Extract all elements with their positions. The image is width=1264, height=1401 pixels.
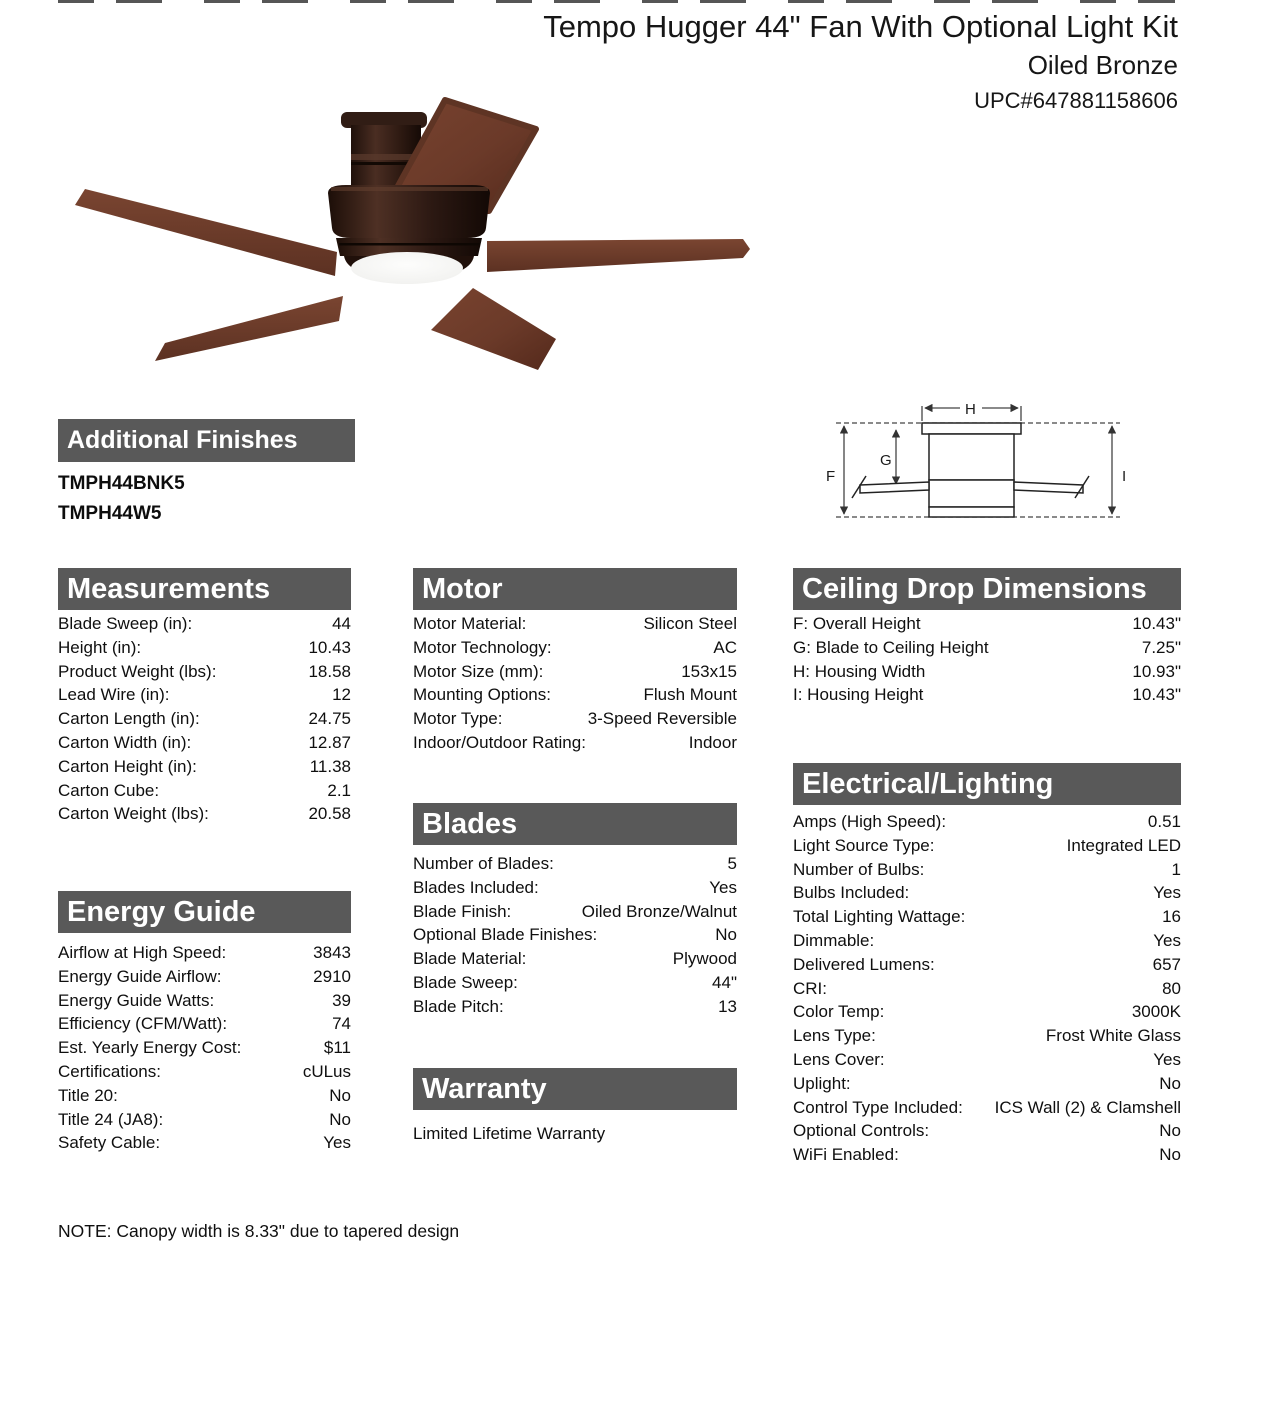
spec-row bbox=[58, 965, 351, 989]
note-text: NOTE: Canopy width is 8.33" due to tapered design bbox=[58, 1221, 460, 1241]
spec-row bbox=[58, 989, 351, 1013]
spec-value: Yes bbox=[709, 877, 737, 897]
spec-row bbox=[413, 900, 737, 924]
spec-row bbox=[793, 612, 1181, 636]
finish-item: TMPH44W5 bbox=[58, 503, 162, 524]
spec-label: Motor Type: bbox=[413, 709, 503, 729]
spec-row bbox=[58, 636, 351, 660]
spec-value: No bbox=[329, 1109, 351, 1129]
spec-value: 10.43 bbox=[308, 637, 351, 657]
spec-label: Delivered Lumens: bbox=[793, 954, 935, 974]
spec-label: Carton Height (in): bbox=[58, 756, 197, 776]
spec-row bbox=[413, 876, 737, 900]
spec-value: Yes bbox=[323, 1133, 351, 1153]
spec-label: Mounting Options: bbox=[413, 685, 551, 705]
section-blades bbox=[413, 803, 737, 1019]
spec-value: ICS Wall (2) & Clamshell bbox=[994, 1097, 1181, 1117]
spec-label: Blade Pitch: bbox=[413, 996, 504, 1016]
spec-value: Plywood bbox=[672, 949, 737, 969]
spec-row bbox=[58, 731, 351, 755]
dimension-label-f: F bbox=[826, 468, 836, 485]
product-title: Tempo Hugger 44" Fan With Optional Light Kit bbox=[543, 9, 1178, 44]
spec-row bbox=[793, 810, 1181, 834]
spec-row bbox=[58, 1084, 351, 1108]
spec-rows bbox=[413, 612, 737, 755]
finish-items bbox=[58, 469, 355, 529]
spec-row bbox=[793, 1096, 1181, 1120]
spec-label: Number of Blades: bbox=[413, 854, 554, 873]
spec-row bbox=[793, 1119, 1181, 1143]
section-electrical-lighting bbox=[793, 763, 1181, 1167]
ceiling-fan-image bbox=[55, 92, 765, 377]
spec-label: I: Housing Height bbox=[793, 685, 924, 705]
spec-row bbox=[793, 929, 1181, 953]
spec-label: F: Overall Height bbox=[793, 614, 921, 633]
spec-value: Yes bbox=[1153, 1049, 1181, 1069]
product-upc: UPC#647881158606 bbox=[974, 88, 1178, 113]
spec-rows bbox=[413, 1122, 737, 1146]
product-finish: Oiled Bronze bbox=[1027, 50, 1178, 80]
spec-value: No bbox=[1159, 1073, 1181, 1093]
spec-label: Lens Type: bbox=[793, 1026, 876, 1046]
section-warranty bbox=[413, 1068, 737, 1146]
spec-value: 1 bbox=[1171, 859, 1181, 879]
spec-label: Airflow at High Speed: bbox=[58, 943, 227, 962]
spec-value: 11.38 bbox=[309, 756, 351, 776]
section-header-electrical: Electrical/Lighting bbox=[793, 763, 1181, 805]
spec-rows bbox=[413, 852, 737, 1019]
spec-value: 13 bbox=[718, 996, 737, 1016]
spec-value: Oiled Bronze/Walnut bbox=[581, 901, 737, 921]
spec-value: cULus bbox=[302, 1061, 351, 1081]
spec-label: Title 24 (JA8): bbox=[58, 1109, 164, 1129]
spec-value: 12 bbox=[332, 685, 351, 705]
spec-row bbox=[413, 923, 737, 947]
spec-label: H: Housing Width bbox=[793, 661, 926, 681]
spec-label: Carton Length (in): bbox=[58, 709, 200, 729]
spec-rows bbox=[793, 612, 1181, 707]
spec-label: Blade Finish: bbox=[413, 901, 512, 921]
fan-hub-body bbox=[328, 185, 490, 284]
spec-label: Light Source Type: bbox=[793, 835, 935, 855]
spec-row bbox=[58, 1131, 351, 1155]
spec-value: 16 bbox=[1162, 907, 1181, 927]
spec-label: WiFi Enabled: bbox=[793, 1145, 899, 1165]
spec-value: $11 bbox=[323, 1038, 351, 1058]
spec-row bbox=[793, 683, 1181, 707]
section-header-measurements: Measurements bbox=[58, 568, 351, 610]
spec-rows bbox=[58, 941, 351, 1155]
spec-label: Blade Material: bbox=[413, 949, 527, 969]
dimension-diagram bbox=[822, 392, 1152, 530]
spec-row bbox=[793, 905, 1181, 929]
spec-label: Safety Cable: bbox=[58, 1133, 161, 1153]
spec-label: Energy Guide Airflow: bbox=[58, 966, 222, 986]
spec-value: 24.75 bbox=[308, 709, 351, 729]
spec-row bbox=[793, 881, 1181, 905]
spec-label: Lead Wire (in): bbox=[58, 685, 170, 705]
spec-label: Optional Controls: bbox=[793, 1121, 930, 1141]
spec-value: Yes bbox=[1153, 930, 1181, 950]
spec-row bbox=[793, 1143, 1181, 1167]
section-header-energy-guide: Energy Guide bbox=[58, 891, 351, 933]
spec-value: 44" bbox=[712, 972, 737, 992]
spec-row bbox=[58, 755, 351, 779]
spec-value: 3000K bbox=[1131, 1002, 1181, 1022]
spec-label: Carton Width (in): bbox=[58, 732, 192, 752]
spec-label: Optional Blade Finishes: bbox=[413, 925, 598, 945]
spec-label: Efficiency (CFM/Watt): bbox=[58, 1014, 228, 1034]
spec-label: Product Weight (lbs): bbox=[58, 661, 217, 681]
spec-value: 153x15 bbox=[681, 661, 737, 681]
spec-row bbox=[58, 660, 351, 684]
spec-value: 18.58 bbox=[308, 661, 351, 681]
spec-row bbox=[413, 971, 737, 995]
spec-value: Frost White Glass bbox=[1045, 1026, 1181, 1046]
spec-value: Yes bbox=[1153, 883, 1181, 903]
spec-value: 10.93" bbox=[1132, 661, 1181, 681]
finish-item: TMPH44BNK5 bbox=[58, 473, 185, 494]
spec-row bbox=[793, 1048, 1181, 1072]
spec-value: Integrated LED bbox=[1066, 835, 1181, 855]
spec-label: Uplight: bbox=[793, 1073, 851, 1093]
section-measurements bbox=[58, 568, 351, 826]
spec-label: Color Temp: bbox=[793, 1002, 885, 1022]
spec-value: 39 bbox=[332, 990, 351, 1010]
spec-label: Dimmable: bbox=[793, 930, 875, 950]
spec-label: Certifications: bbox=[58, 1061, 161, 1081]
spec-row bbox=[413, 995, 737, 1019]
spec-label: Motor Technology: bbox=[413, 637, 552, 657]
spec-row bbox=[793, 953, 1181, 977]
spec-row bbox=[793, 636, 1181, 660]
spec-row bbox=[58, 612, 351, 636]
spec-value: 0.51 bbox=[1147, 812, 1181, 831]
spec-row bbox=[58, 1060, 351, 1084]
spec-label: Blade Sweep (in): bbox=[58, 614, 193, 633]
spec-value: 80 bbox=[1162, 978, 1181, 998]
spec-label: Height (in): bbox=[58, 637, 142, 657]
spec-label: Blades Included: bbox=[413, 877, 539, 897]
dimension-label-i: I bbox=[1122, 468, 1127, 485]
additional-finishes-section bbox=[58, 419, 355, 529]
spec-value: 74 bbox=[332, 1014, 351, 1034]
spec-label: CRI: bbox=[793, 978, 827, 998]
spec-row bbox=[58, 1036, 351, 1060]
section-header-ceiling-drop: Ceiling Drop Dimensions bbox=[793, 568, 1181, 610]
spec-value: 20.58 bbox=[308, 804, 351, 824]
spec-rows bbox=[793, 810, 1181, 1167]
spec-value: 657 bbox=[1152, 954, 1181, 974]
spec-value: 7.25" bbox=[1141, 637, 1181, 657]
spec-rows bbox=[58, 612, 351, 826]
spec-row bbox=[58, 802, 351, 826]
spec-row bbox=[413, 731, 737, 755]
spec-row bbox=[413, 612, 737, 636]
spec-value: Indoor bbox=[688, 732, 737, 752]
spec-value: No bbox=[329, 1085, 351, 1105]
section-header-motor: Motor bbox=[413, 568, 737, 610]
spec-row bbox=[793, 1024, 1181, 1048]
spec-value: 2910 bbox=[313, 966, 351, 986]
spec-row bbox=[413, 660, 737, 684]
spec-row bbox=[58, 707, 351, 731]
spec-row bbox=[58, 941, 351, 965]
fan-blade-right bbox=[487, 239, 750, 272]
dimension-label-h: H bbox=[965, 401, 976, 418]
spec-row bbox=[413, 707, 737, 731]
spec-row bbox=[413, 852, 737, 876]
spec-label: Control Type Included: bbox=[793, 1097, 963, 1117]
spec-row bbox=[793, 858, 1181, 882]
spec-row bbox=[58, 779, 351, 803]
fan-light-lens bbox=[351, 252, 463, 284]
spec-label: Est. Yearly Energy Cost: bbox=[58, 1038, 242, 1058]
fan-blade-lower-right bbox=[431, 288, 556, 370]
spec-row bbox=[413, 683, 737, 707]
spec-label: Carton Cube: bbox=[58, 780, 160, 800]
spec-value: No bbox=[1159, 1145, 1181, 1165]
spec-label: Amps (High Speed): bbox=[793, 812, 947, 831]
clipped-brand-text bbox=[58, 0, 1175, 3]
spec-value: 5 bbox=[727, 854, 737, 873]
spec-value: No bbox=[715, 925, 737, 945]
fan-blade-left bbox=[75, 189, 337, 276]
spec-value: AC bbox=[713, 637, 737, 657]
spec-value: 12.87 bbox=[308, 732, 351, 752]
spec-label: Limited Lifetime Warranty bbox=[413, 1124, 606, 1143]
spec-label: G: Blade to Ceiling Height bbox=[793, 637, 989, 657]
spec-label: Motor Material: bbox=[413, 614, 527, 633]
spec-row bbox=[58, 1012, 351, 1036]
spec-label: Blade Sweep: bbox=[413, 972, 518, 992]
section-header-warranty: Warranty bbox=[413, 1068, 737, 1110]
spec-label: Bulbs Included: bbox=[793, 883, 910, 903]
spec-label: Number of Bulbs: bbox=[793, 859, 925, 879]
spec-value: 2.1 bbox=[327, 780, 351, 800]
spec-row bbox=[793, 1072, 1181, 1096]
additional-finishes-header: Additional Finishes bbox=[58, 419, 355, 462]
spec-row bbox=[413, 947, 737, 971]
fan-blade-lower-left bbox=[155, 296, 343, 361]
spec-row bbox=[58, 1108, 351, 1132]
spec-row bbox=[793, 834, 1181, 858]
spec-row bbox=[58, 683, 351, 707]
spec-label: Motor Size (mm): bbox=[413, 661, 544, 681]
spec-row bbox=[793, 1000, 1181, 1024]
spec-label: Energy Guide Watts: bbox=[58, 990, 215, 1010]
spec-label: Title 20: bbox=[58, 1085, 118, 1105]
spec-label: Indoor/Outdoor Rating: bbox=[413, 732, 586, 752]
spec-label: Lens Cover: bbox=[793, 1049, 885, 1069]
spec-row bbox=[413, 1122, 737, 1146]
spec-value: 44 bbox=[332, 614, 351, 633]
spec-value: 3843 bbox=[313, 943, 351, 962]
section-motor bbox=[413, 568, 737, 755]
spec-value: Silicon Steel bbox=[643, 614, 737, 633]
section-header-blades: Blades bbox=[413, 803, 737, 845]
section-energy-guide bbox=[58, 891, 351, 1155]
section-ceiling-drop-dimensions bbox=[793, 568, 1181, 707]
spec-value: 10.43" bbox=[1132, 614, 1181, 633]
dimension-label-g: G bbox=[880, 452, 892, 469]
spec-row bbox=[793, 977, 1181, 1001]
spec-value: No bbox=[1159, 1121, 1181, 1141]
spec-value: 10.43" bbox=[1132, 685, 1181, 705]
spec-label: Total Lighting Wattage: bbox=[793, 907, 966, 927]
spec-row bbox=[793, 660, 1181, 684]
spec-row bbox=[413, 636, 737, 660]
spec-value: Flush Mount bbox=[643, 685, 737, 705]
spec-value: 3-Speed Reversible bbox=[587, 709, 737, 729]
spec-label: Carton Weight (lbs): bbox=[58, 804, 209, 824]
